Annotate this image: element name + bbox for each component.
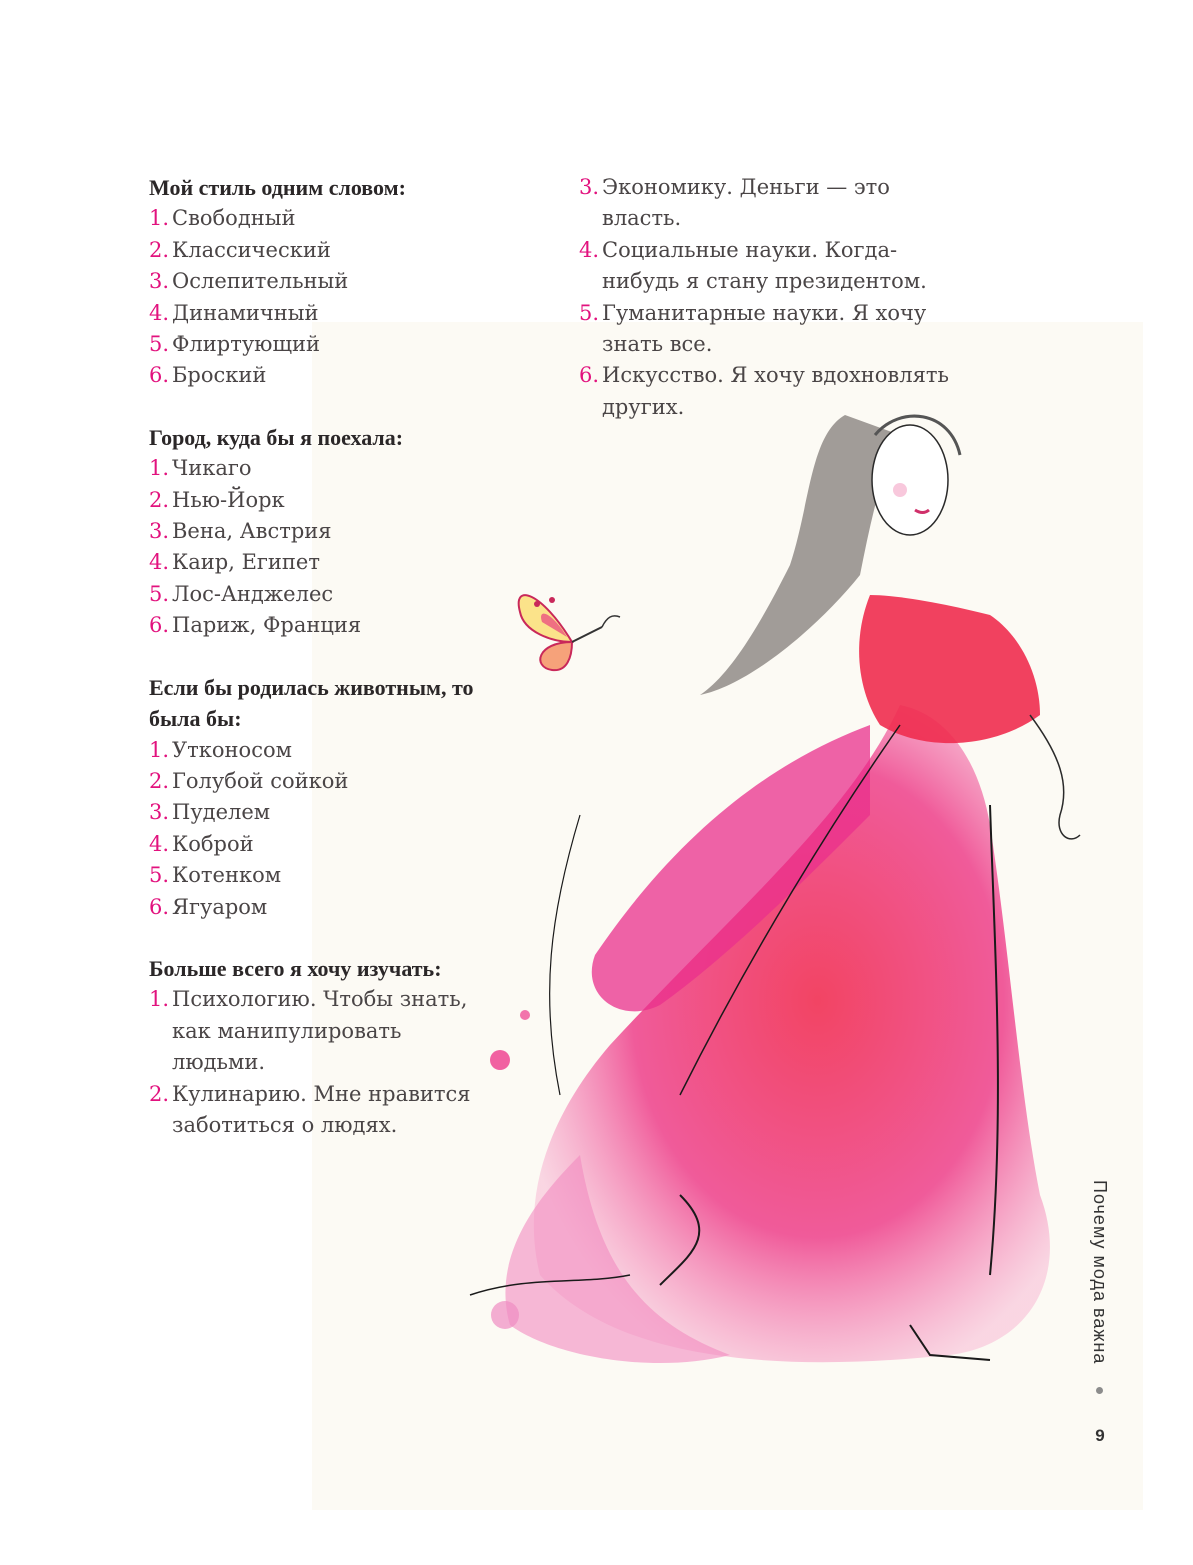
item-number: 4. xyxy=(149,300,170,325)
item-text: Пуделем xyxy=(172,800,271,825)
separator-dot xyxy=(1096,1387,1103,1394)
list-item xyxy=(149,984,484,1078)
item-number: 1. xyxy=(149,206,170,231)
item-number: 3. xyxy=(579,175,600,199)
list-item xyxy=(579,360,959,423)
item-text: Голубой сойкой xyxy=(172,768,349,793)
list-item xyxy=(149,892,509,923)
running-head: Почему мода важна xyxy=(1090,1180,1110,1365)
list-item xyxy=(149,766,509,797)
list-item xyxy=(149,453,509,484)
item-number: 4. xyxy=(579,237,600,262)
left-column xyxy=(149,172,509,1171)
section-heading: Если бы родилась животным, то была бы: xyxy=(149,674,474,732)
list-item xyxy=(149,1079,484,1142)
item-number: 1. xyxy=(149,737,170,762)
list-item xyxy=(149,203,509,234)
item-text: Вена, Австрия xyxy=(172,519,332,544)
item-text: Париж, Франция xyxy=(172,613,362,638)
list-item xyxy=(149,829,509,860)
list-item xyxy=(149,735,509,766)
animal-section xyxy=(149,672,509,923)
list-item xyxy=(149,547,509,578)
animal-list xyxy=(149,735,509,923)
study-list-continued xyxy=(579,172,959,423)
list-item xyxy=(149,797,509,828)
item-number: 5. xyxy=(579,300,600,325)
section-heading: Больше всего я хочу изучать: xyxy=(149,955,442,981)
list-item xyxy=(149,610,509,641)
study-section xyxy=(149,953,509,1141)
item-text: Утконосом xyxy=(172,737,292,762)
list-item xyxy=(149,485,509,516)
woman-in-dress-illustration xyxy=(430,395,1090,1475)
item-text: Психологию. Чтобы знать, как манипулировать людьми. xyxy=(172,987,468,1075)
item-text: Искусство. Я хочу вдохновлять других. xyxy=(602,363,949,419)
item-number: 6. xyxy=(149,363,170,388)
item-text: Чикаго xyxy=(172,456,252,481)
item-text: Нью-Йорк xyxy=(172,487,285,512)
page-number: 9 xyxy=(1095,1426,1105,1445)
list-item xyxy=(149,298,509,329)
item-number: 2. xyxy=(149,1081,170,1106)
style-list xyxy=(149,203,509,391)
list-item xyxy=(149,860,509,891)
item-text: Динамичный xyxy=(172,300,319,325)
item-text: Ослепительный xyxy=(172,269,349,294)
item-text: Гуманитарные науки. Я хочу знать все. xyxy=(602,300,927,357)
item-number: 4. xyxy=(149,831,170,856)
item-number: 6. xyxy=(149,613,170,638)
list-item xyxy=(579,172,959,235)
item-text: Броский xyxy=(172,363,267,388)
list-item xyxy=(149,266,509,297)
list-item xyxy=(149,360,509,391)
list-item xyxy=(149,235,509,266)
list-item xyxy=(579,235,959,298)
item-text: Каир, Египет xyxy=(172,550,320,575)
list-item xyxy=(579,298,959,361)
style-section xyxy=(149,172,509,392)
study-list xyxy=(149,984,484,1141)
item-number: 6. xyxy=(579,363,600,388)
item-text: Социальные науки. Когда-нибудь я стану президентом. xyxy=(602,237,927,294)
item-number: 3. xyxy=(149,800,170,825)
item-text: Флиртующий xyxy=(172,332,320,357)
item-number: 3. xyxy=(149,519,170,544)
item-text: Ягуаром xyxy=(172,894,268,919)
right-column xyxy=(579,172,979,423)
list-item xyxy=(149,516,509,547)
section-heading: Город, куда бы я поехала: xyxy=(149,424,404,450)
list-item xyxy=(149,329,509,360)
item-number: 1. xyxy=(149,987,170,1012)
item-number: 2. xyxy=(149,768,170,793)
item-number: 3. xyxy=(149,269,170,294)
city-section xyxy=(149,422,509,642)
butterfly-illustration xyxy=(512,572,627,677)
item-text: Классический xyxy=(172,237,331,262)
item-text: Свободный xyxy=(172,206,296,231)
list-item xyxy=(149,579,509,610)
item-number: 5. xyxy=(149,581,170,606)
item-number: 4. xyxy=(149,550,170,575)
section-heading: Мой стиль одним словом: xyxy=(149,175,406,200)
item-text: Котенком xyxy=(172,863,282,888)
item-text: Экономику. Деньги — это власть. xyxy=(602,175,890,231)
item-number: 5. xyxy=(149,863,170,888)
item-number: 1. xyxy=(149,456,170,481)
item-number: 6. xyxy=(149,894,170,919)
item-text: Лос-Анджелес xyxy=(172,581,334,606)
item-text: Коброй xyxy=(172,831,254,856)
city-list xyxy=(149,453,509,641)
item-number: 2. xyxy=(149,487,170,512)
item-number: 2. xyxy=(149,237,170,262)
item-text: Кулинарию. Мне нравится заботиться о людях. xyxy=(172,1081,471,1137)
item-number: 5. xyxy=(149,332,170,357)
